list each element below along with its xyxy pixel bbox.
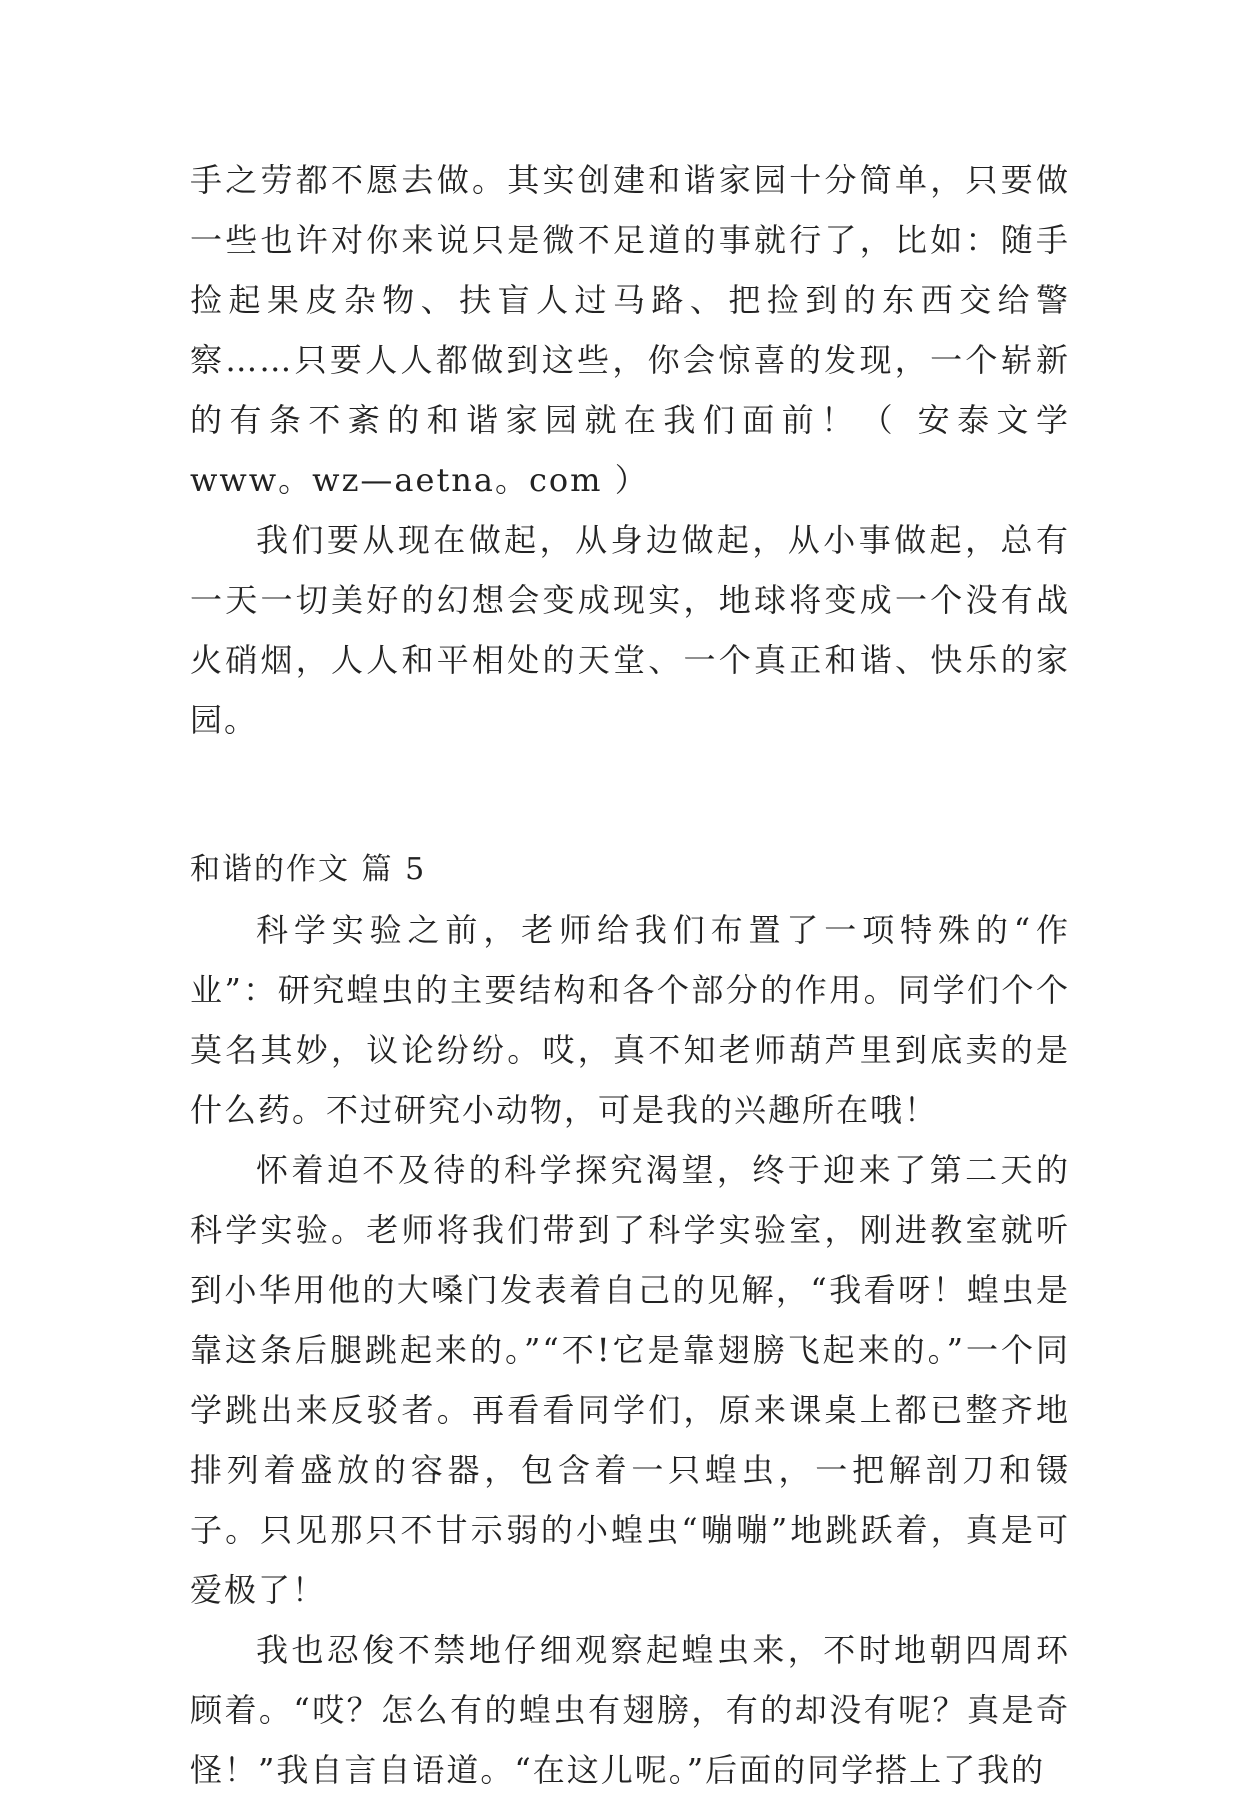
paragraph-experiment: 怀着迫不及待的科学探究渴望，终于迎来了第二天的科学实验。老师将我们带到了科学实验室，刚进教室就听到小华用他的大嗓门发表着自己的见解，“我看呀！蝗虫是靠这条后腿跳起来的。”“不!它是靠翅膀飞起来的。”一个同学跳出来反驳者。再看看同学们，原来课桌上都已整齐地排列着盛放的容器，包含着一只蝗虫，一把解剖刀和镊子。只见那只不甘示弱的小蝗虫“嘣嘣”地跳跃着，真是可爱极了！ <box>190 1151 1070 1609</box>
section-spacer <box>190 750 1070 840</box>
paragraph-conclusion: 我们要从现在做起，从身边做起，从小事做起，总有一天一切美好的幻想会变成现实，地球将变成一个没有战火硝烟，人人和平相处的天堂、一个真正和谐、快乐的家园。 <box>190 521 1070 739</box>
paragraph-intro: 科学实验之前，老师给我们布置了一项特殊的“作业”：研究蝗虫的主要结构和各个部分的作用。同学们个个莫名其妙，议论纷纷。哎，真不知老师葫芦里到底卖的是什么药。不过研究小动物，可是我的兴趣所在哦！ <box>190 911 1070 1129</box>
paragraph-observation: 我也忍俊不禁地仔细观察起蝗虫来，不时地朝四周环顾着。“哎？怎么有的蝗虫有翅膀，有的却没有呢？真是奇怪！”我自言自语道。“在这儿呢。”后面的同学搭上了我的 <box>190 1631 1070 1789</box>
paragraph-continuation: 手之劳都不愿去做。其实创建和谐家园十分简单，只要做一些也许对你来说只是微不足道的事就行了，比如：随手捡起果皮杂物、扶盲人过马路、把捡到的东西交给警察……只要人人都做到这些，你会惊喜的发现，一个崭新的有条不紊的和谐家园就在我们面前！（ 安泰文学 www。wz—aetna。com ） <box>190 161 1070 499</box>
document-body <box>190 150 1070 1800</box>
section-heading: 和谐的作文 篇 5 <box>190 852 427 887</box>
